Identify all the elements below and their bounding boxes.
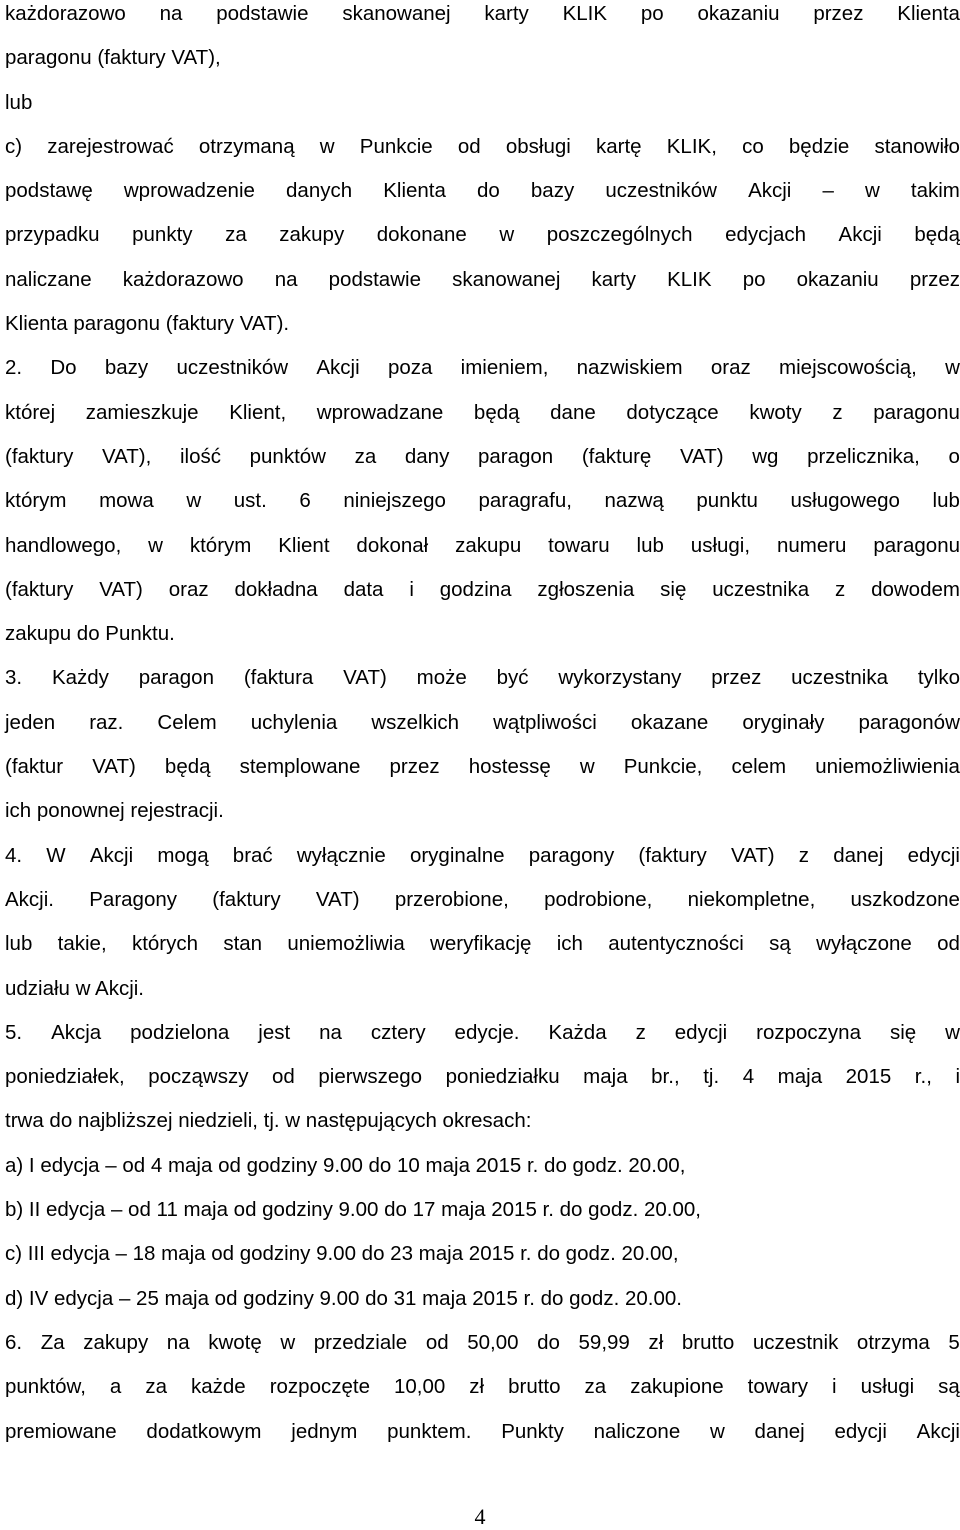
text-line: handlowego, w którym Klient dokonał zakupu towaru lub usługi, numeru paragonu [5, 533, 960, 557]
text-line: Akcji. Paragony (faktury VAT) przerobione, podrobione, niekompletne, uszkodzone [5, 887, 960, 911]
text-line: przypadku punkty za zakupy dokonane w poszczególnych edycjach Akcji będą [5, 223, 960, 247]
text-line: c) zarejestrować otrzymaną w Punkcie od obsługi kartę KLIK, co będzie stanowiło [5, 134, 960, 158]
text-line: punktów, a za każde rozpoczęte 10,00 zł brutto za zakupione towary i usługi są [5, 1375, 960, 1399]
text-line: 2. Do bazy uczestników Akcji poza imieniem, nazwiskiem oraz miejscowością, w [5, 356, 960, 380]
text-line: trwa do najbliższej niedzieli, tj. w następujących okresach: [5, 1109, 532, 1133]
text-line: (faktury VAT), ilość punktów za dany paragon (fakturę VAT) wg przelicznika, o [5, 444, 960, 468]
text-line: 6. Za zakupy na kwotę w przedziale od 50,00 do 59,99 zł brutto uczestnik otrzyma 5 [5, 1330, 960, 1354]
text-line: której zamieszkuje Klient, wprowadzane będą dane dotyczące kwoty z paragonu [5, 400, 960, 424]
text-line: a) I edycja – od 4 maja od godziny 9.00 do 10 maja 2015 r. do godz. 20.00, [5, 1153, 686, 1177]
text-line: udziału w Akcji. [5, 976, 145, 1000]
text-line: lub takie, których stan uniemożliwia weryfikację ich autentyczności są wyłączone od [5, 932, 960, 956]
text-line: 3. Każdy paragon (faktura VAT) może być wykorzystany przez uczestnika tylko [5, 666, 960, 690]
text-line: (faktur VAT) będą stemplowane przez hostessę w Punkcie, celem uniemożliwienia [5, 755, 960, 779]
text-line: zakupu do Punktu. [5, 622, 175, 646]
text-line: b) II edycja – od 11 maja od godziny 9.00 do 17 maja 2015 r. do godz. 20.00, [5, 1198, 701, 1222]
document-body [5, 0, 960, 1462]
text-line: Klienta paragonu (faktury VAT). [5, 312, 290, 336]
text-line: d) IV edycja – 25 maja od godziny 9.00 do 31 maja 2015 r. do godz. 20.00. [5, 1286, 682, 1310]
text-line: (faktury VAT) oraz dokładna data i godzina zgłoszenia się uczestnika z dowodem [5, 577, 960, 601]
text-line: 5. Akcja podzielona jest na cztery edycje. Każda z edycji rozpoczyna się w [5, 1020, 960, 1044]
text-line: jeden raz. Celem uchylenia wszelkich wątpliwości okazane oryginały paragonów [5, 710, 960, 734]
text-line: poniedziałek, począwszy od pierwszego poniedziałku maja br., tj. 4 maja 2015 r., i [5, 1065, 960, 1089]
text-line: lub [5, 90, 33, 114]
text-line: paragonu (faktury VAT), [5, 46, 221, 70]
text-line: każdorazowo na podstawie skanowanej karty KLIK po okazaniu przez Klienta [5, 2, 960, 25]
text-line: naliczane każdorazowo na podstawie skanowanej karty KLIK po okazaniu przez [5, 267, 960, 291]
text-line: podstawę wprowadzenie danych Klienta do bazy uczestników Akcji – w takim [5, 179, 960, 203]
text-line: premiowane dodatkowym jednym punktem. Punkty naliczone w danej edycji Akcji [5, 1419, 960, 1443]
text-line: którym mowa w ust. 6 niniejszego paragrafu, nazwą punktu usługowego lub [5, 489, 960, 513]
text-line: ich ponownej rejestracji. [5, 799, 224, 823]
text-line: 4. W Akcji mogą brać wyłącznie oryginalne paragony (faktury VAT) z danej edycji [5, 843, 960, 867]
text-line: c) III edycja – 18 maja od godziny 9.00 do 23 maja 2015 r. do godz. 20.00, [5, 1242, 679, 1266]
page-number: 4 [474, 1504, 486, 1529]
